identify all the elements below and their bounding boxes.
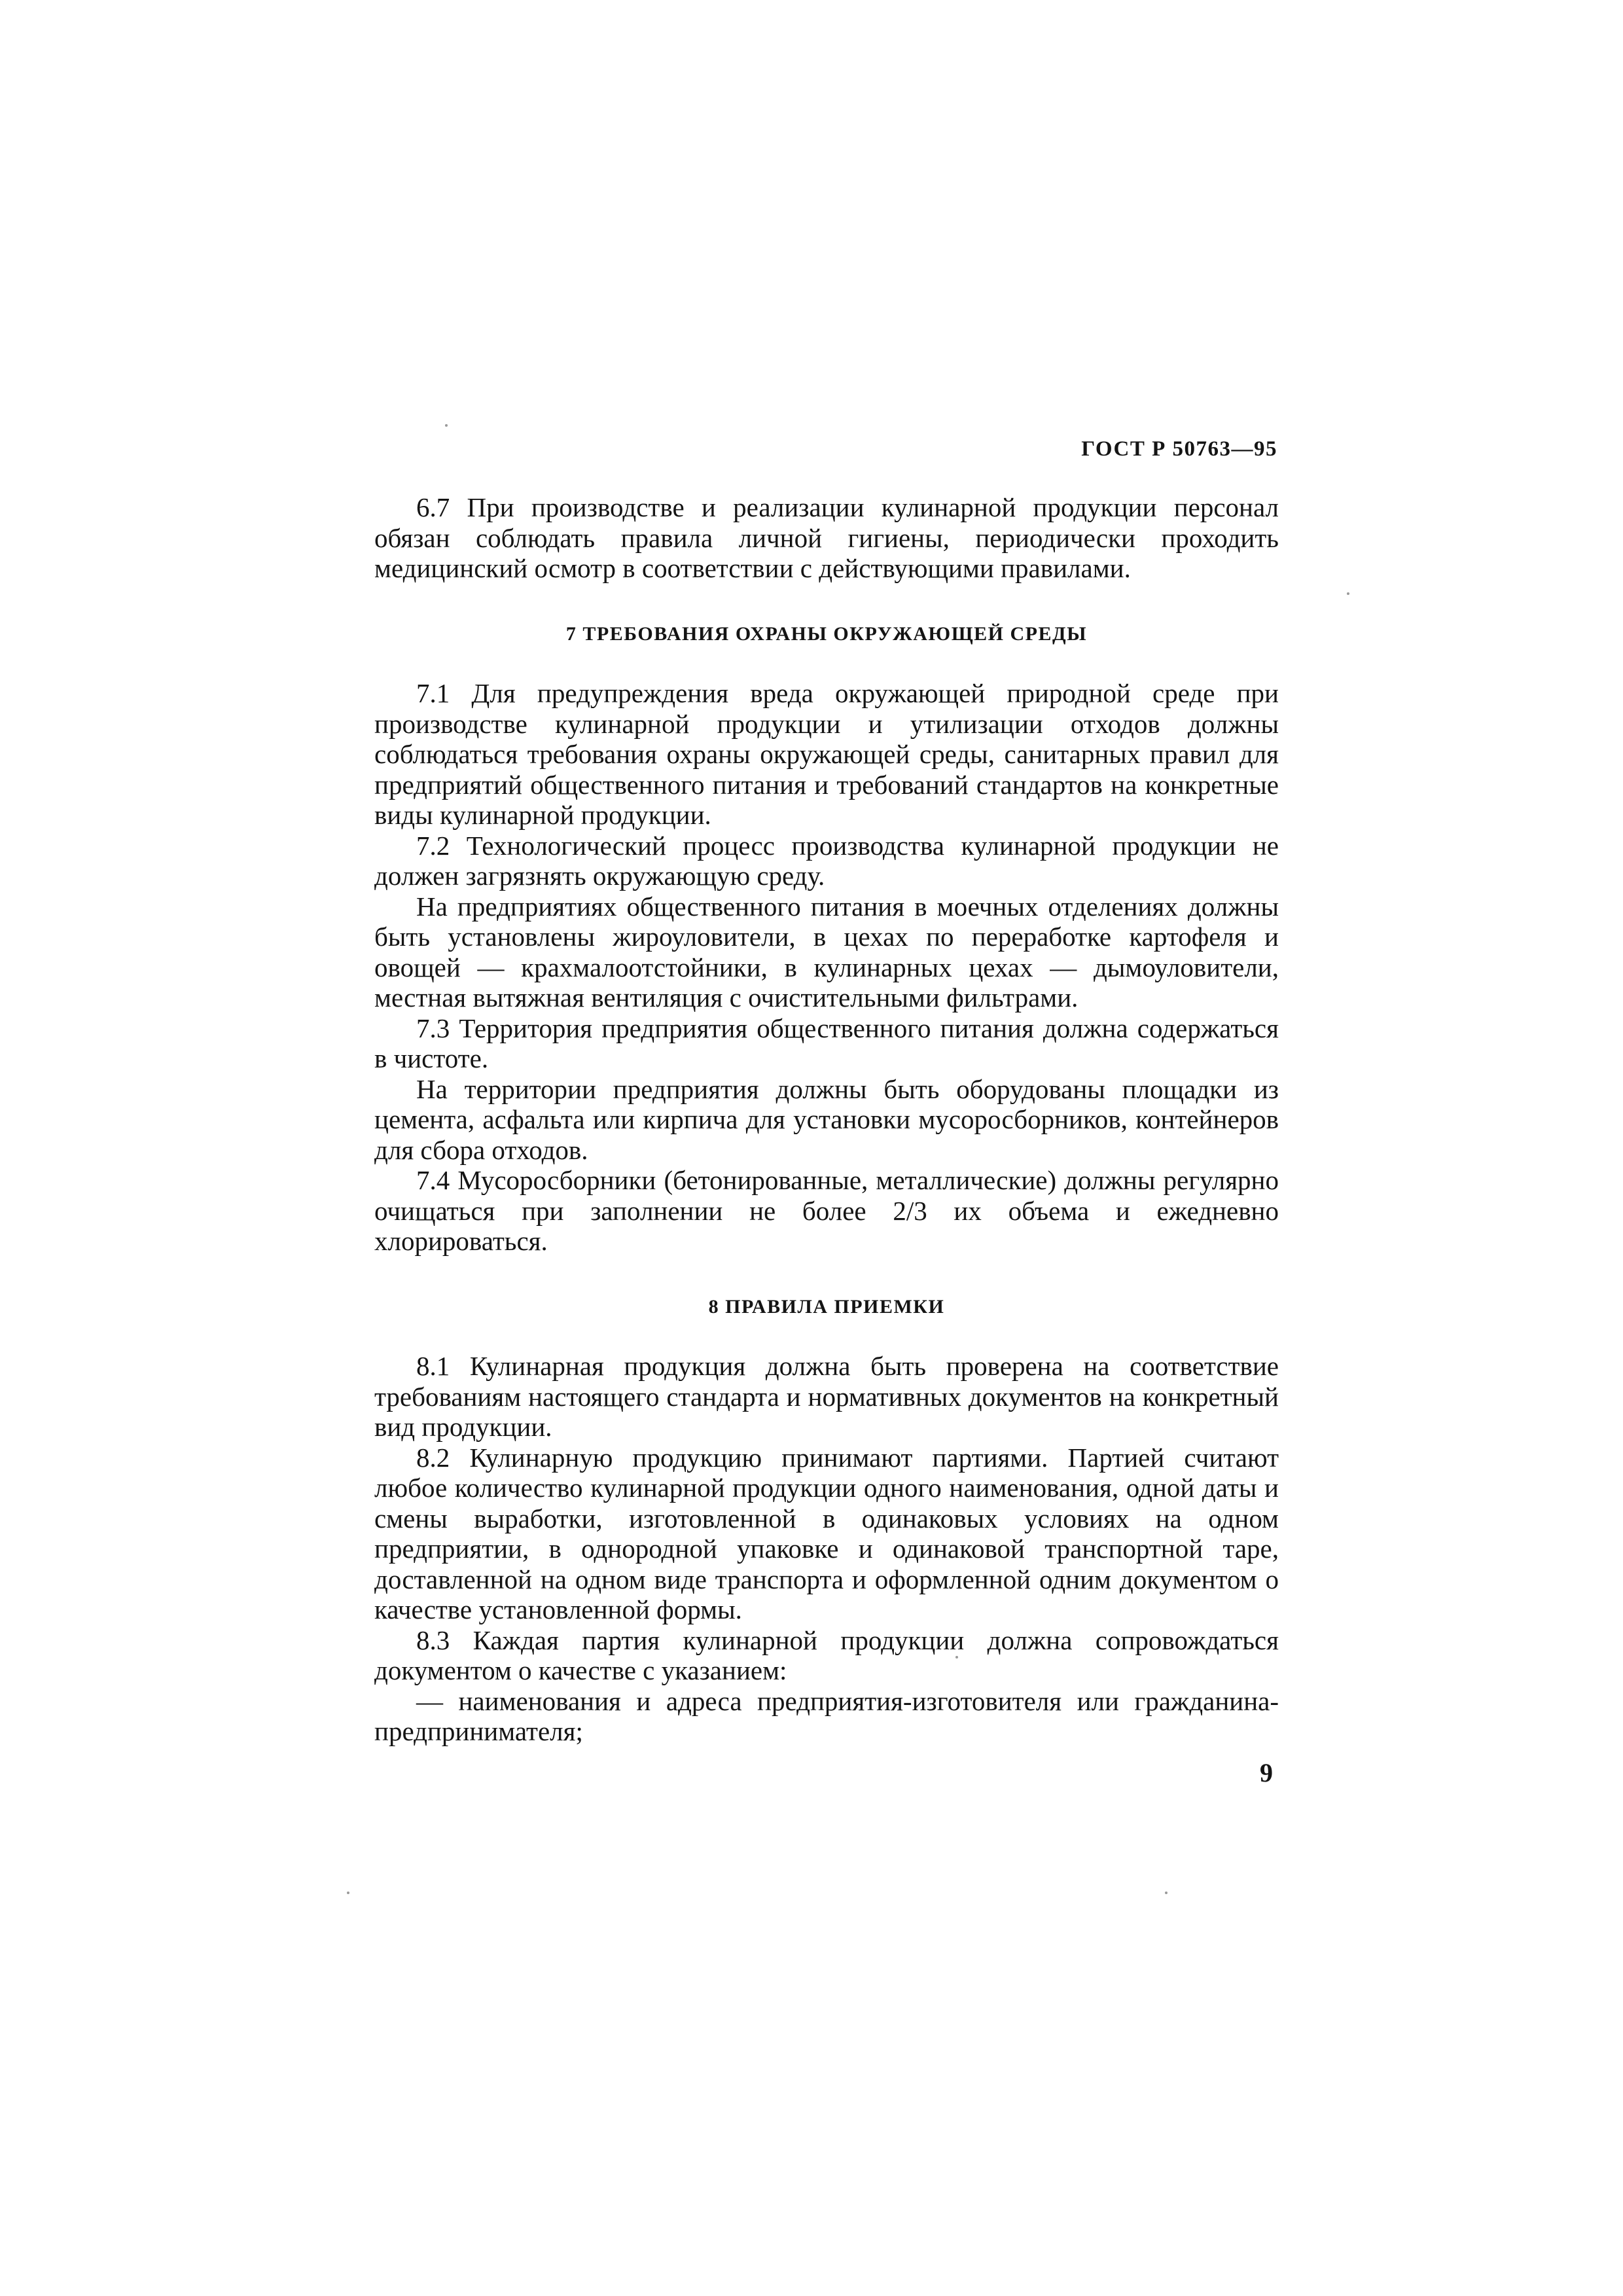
scan-speck — [445, 424, 448, 427]
section-7-title: 7 ТРЕБОВАНИЯ ОХРАНЫ ОКРУЖАЮЩЕЙ СРЕДЫ — [565, 622, 1088, 645]
paragraph-7-4: 7.4 Мусоросборники (бетонированные, металлические) должны регулярно очищаться при заполнении не более 2/3 их объема и ежедневно хлорироваться. — [374, 1165, 1279, 1256]
page-body — [374, 492, 1279, 1747]
paragraph-6-7: 6.7 При производстве и реализации кулинарной продукции персонал обязан соблюдать правила личной гигиены, периодически проходить медицинский осмотр в соответствии с действующими правилами. — [374, 492, 1279, 583]
list-item-manufacturer: — наименования и адреса предприятия-изготовителя или гражданина-предпринимателя; — [374, 1685, 1279, 1746]
document-code-header: ГОСТ Р 50763—95 — [1081, 437, 1277, 461]
scan-speck — [347, 1892, 349, 1894]
scan-speck — [1165, 1892, 1168, 1894]
paragraph-7-3-continued: На территории предприятия должны быть оборудованы площадки из цемента, асфальта или кирпича для установки мусоросборников, контейнеров для сбора отходов. — [374, 1073, 1279, 1165]
paragraph-8-2: 8.2 Кулинарную продукцию принимают партиями. Партией считают любое количество кулинарной продукции одного наименования, одной даты и смены выработки, изготовленной в одинаковых условиях на одном предприятии, в однородной упаковке и одинаковой транспортной таре, доставленной на одном виде транспорта и оформленной одним документом о качестве установленной формы. — [374, 1442, 1279, 1624]
paragraph-8-3: 8.3 Каждая партия кулинарной продукции должна сопровождаться документом о качестве с указанием: — [374, 1624, 1279, 1685]
page-number: 9 — [1260, 1758, 1273, 1787]
paragraph-8-1: 8.1 Кулинарная продукция должна быть проверена на соответствие требованиям настоящего стандарта и нормативных документов на конкретный вид продукции. — [374, 1351, 1279, 1442]
paragraph-7-1: 7.1 Для предупреждения вреда окружающей природной среде при производстве кулинарной продукции и утилизации отходов должны соблюдаться требования охраны окружающей среды, санитарных правил для предприятий общественного питания и требований стандартов на конкретные виды кулинарной продукции. — [374, 678, 1279, 830]
paragraph-7-3: 7.3 Территория предприятия общественного питания должна содержаться в чистоте. — [374, 1013, 1279, 1073]
paragraph-7-2-continued: На предприятиях общественного питания в моечных отделениях должны быть установлены жироуловители, в цехах по переработке картофеля и овощей — крахмалоотстойники, в кулинарных цехах — дымоуловители, местная вытяжная вентиляция с очистительными фильтрами. — [374, 891, 1279, 1013]
paragraph-7-2: 7.2 Технологический процесс производства кулинарной продукции не должен загрязнять окружающую среду. — [374, 830, 1279, 891]
scan-speck — [1347, 592, 1349, 595]
section-8-title: 8 ПРАВИЛА ПРИЕМКИ — [708, 1295, 945, 1318]
scan-speck — [955, 1656, 958, 1659]
